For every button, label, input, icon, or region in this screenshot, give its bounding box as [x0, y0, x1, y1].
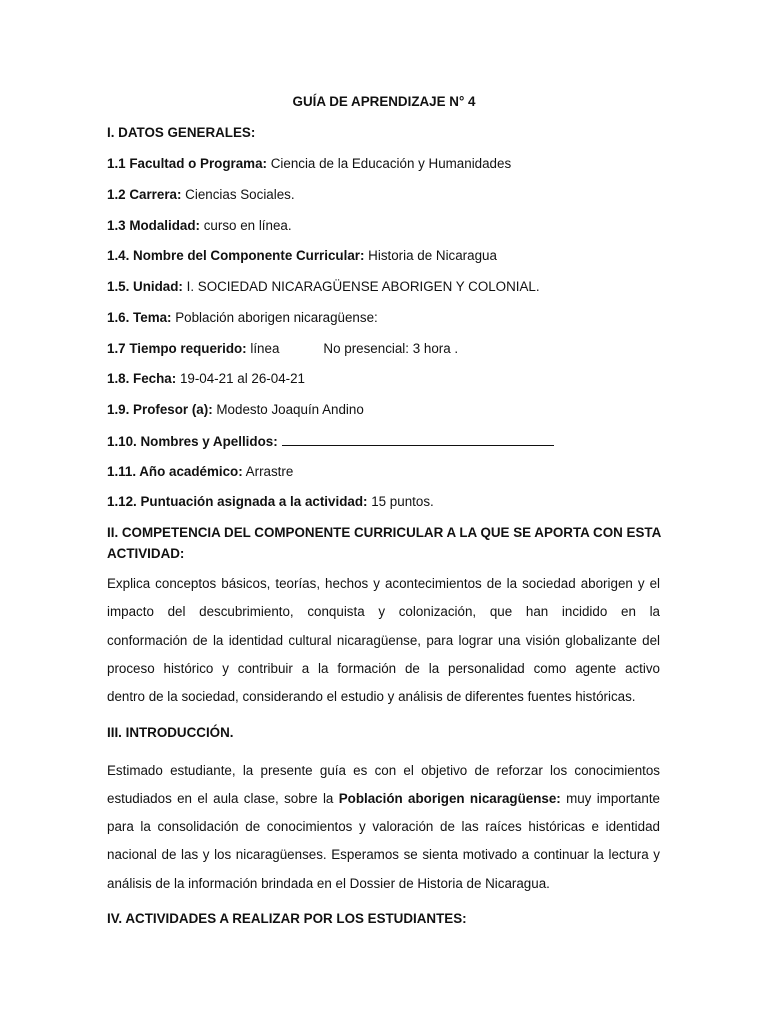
field-label: 1.3 Modalidad: — [107, 218, 201, 233]
field-label: 1.6. Tema: — [107, 310, 172, 325]
field-componente — [107, 248, 497, 264]
field-value: Población aborigen nicaragüense: — [171, 310, 378, 325]
section-heading-competencia: II. COMPETENCIA DEL COMPONENTE CURRICULAR A LA QUE SE APORTA CON ESTA — [107, 525, 662, 540]
field-label: 1.2 Carrera: — [107, 187, 182, 202]
section-heading-introduccion: III. INTRODUCCIÓN. — [107, 725, 234, 740]
field-puntuacion — [107, 494, 434, 510]
field-profesor — [107, 402, 364, 418]
field-label: 1.1 Facultad o Programa: — [107, 156, 267, 171]
field-label: 1.9. Profesor (a): — [107, 402, 213, 417]
field-anio — [107, 464, 293, 480]
field-carrera — [107, 187, 295, 203]
field-tema — [107, 310, 378, 326]
field-label: 1.4. Nombre del Componente Curricular: — [107, 248, 365, 263]
introduccion-line: para la consolidación de conocimientos y valoración de las raíces históricas e identidad — [107, 819, 660, 834]
field-tiempo — [107, 341, 458, 357]
introduccion-text: muy importante — [560, 791, 660, 806]
field-value: Ciencia de la Educación y Humanidades — [267, 156, 512, 171]
section-heading-competencia-cont: ACTIVIDAD: — [107, 546, 185, 561]
field-label: 1.11. Año académico: — [107, 464, 243, 479]
introduccion-bold-text: Población aborigen nicaragüense: — [338, 791, 561, 806]
field-label: 1.12. Puntuación asignada a la actividad: — [107, 494, 368, 509]
field-fecha — [107, 371, 305, 387]
competencia-line: Explica conceptos básicos, teorías, hechos y acontecimientos de la sociedad aborigen y el — [107, 576, 660, 591]
section-heading-datos-generales: I. DATOS GENERALES: — [107, 125, 256, 140]
competencia-line: dentro de la sociedad, considerando el estudio y análisis de diferentes fuentes históricas. — [107, 689, 636, 704]
field-value: Historia de Nicaragua — [364, 248, 497, 263]
competencia-line: conformación de la identidad cultural nicaragüense, para lograr una visión globalizante del — [107, 633, 660, 648]
field-value: Arrastre — [242, 464, 294, 479]
introduccion-text: estudiados en el aula clase, sobre la — [107, 791, 339, 806]
field-value: 15 puntos. — [367, 494, 434, 509]
field-facultad — [107, 156, 511, 172]
introduccion-line — [107, 791, 660, 807]
document-title: GUÍA DE APRENDIZAJE N° 4 — [292, 94, 476, 109]
introduccion-line: Estimado estudiante, la presente guía es con el objetivo de reforzar los conocimientos — [107, 763, 660, 778]
competencia-line: proceso histórico y contribuir a la formación de la personalidad como agente activo — [107, 661, 660, 676]
field-extra: No presencial: 3 hora . — [323, 341, 459, 356]
field-modalidad — [107, 218, 292, 234]
field-label: 1.10. Nombres y Apellidos: — [107, 434, 278, 449]
name-blank-line — [282, 433, 554, 446]
field-value: 19-04-21 al 26-04-21 — [176, 371, 306, 386]
section-heading-actividades: IV. ACTIVIDADES A REALIZAR POR LOS ESTUDIANTES: — [107, 911, 467, 926]
field-nombres — [107, 433, 554, 450]
introduccion-line: nacional de las y los nicaragüenses. Esperamos se sienta motivado a continuar la lectura y — [107, 847, 660, 862]
field-unidad — [107, 279, 540, 295]
field-value: Ciencias Sociales. — [181, 187, 295, 202]
competencia-line: impacto del descubrimiento, conquista y colonización, que han incidido en la — [107, 604, 660, 619]
introduccion-line: análisis de la información brindada en el Dossier de Historia de Nicaragua. — [107, 876, 550, 891]
field-value: I. SOCIEDAD NICARAGÜENSE ABORIGEN Y COLONIAL. — [182, 279, 540, 294]
field-value: Modesto Joaquín Andino — [212, 402, 364, 417]
field-value: línea — [246, 341, 280, 356]
field-value: curso en línea. — [200, 218, 292, 233]
field-label: 1.5. Unidad: — [107, 279, 183, 294]
field-label: 1.7 Tiempo requerido: — [107, 341, 247, 356]
field-label: 1.8. Fecha: — [107, 371, 177, 386]
